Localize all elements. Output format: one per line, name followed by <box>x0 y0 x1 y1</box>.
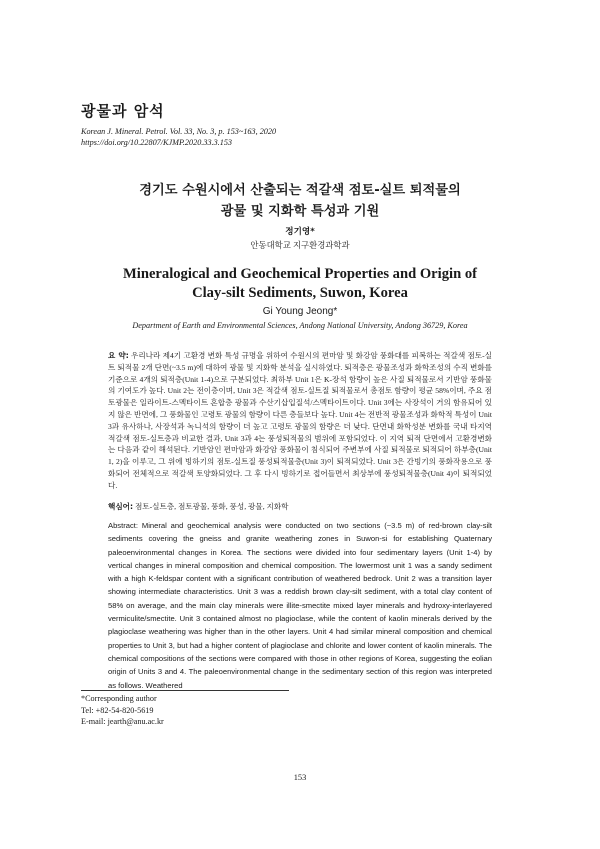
page-number: 153 <box>293 773 307 782</box>
english-abstract-text: Mineral and geochemical analysis were conducted on two sections (~3.5 m) of red-brown clay-silt sediments covering the gneiss and granite weathering zones in Suwon-si for establishing Quaternary paleoenvironmental changes in Korea. The sections were divided into four sedimentary layers (Unit 1-4) by vertical changes in mineral composition and chemical composition. The lowermost unit 1 was a sandy sediment with a high K-feldspar content with a significant contribution of weathered bedrock. Unit 2 was a transition layer showing intermediate characteristics. Unit 3 was a reddish brown clay-silt sediment, with a total clay content of 58% on average, and the main clay minerals were illite-smectite mixed layer minerals and hydroxy-interlayered vermiculite/smectite. Unit 3 contained almost no plagioclase, while the content of kaolin minerals derived by the plagioclase weathering was higher than in the other layers. Unit 4 had similar mineral composition and chemical properties to Unit 3, but had a higher content of plagioclase and chlorite and lower content of kaolin minerals. The chemical compositions of the sections were compared with those in other regions of Korea, suggesting the eolian origin of Units 3 and 4. The paleoenvironmental change in the sedimentary section of this region was interpreted as follows. Weathered <box>108 521 492 690</box>
english-abstract-label: Abstract: <box>108 521 138 530</box>
footnote-divider <box>81 690 289 691</box>
korean-title-line-2: 광물 및 지화학 특성과 기원 <box>220 204 380 219</box>
korean-title <box>60 180 540 222</box>
telephone: Tel: +82-54-820-5619 <box>81 705 154 715</box>
korean-keywords <box>108 501 492 512</box>
journal-name: 광물과 암석 <box>81 102 165 120</box>
english-affiliation: Department of Earth and Environmental Sciences, Andong National University, Andong 36729, Korea <box>132 321 468 330</box>
email-address[interactable]: E-mail: jearth@anu.ac.kr <box>81 717 164 727</box>
english-title-line-2: Clay-silt Sediments, Suwon, Korea <box>192 285 408 301</box>
korean-keywords-label: 핵심어: <box>108 502 134 511</box>
korean-title-line-1: 경기도 수원시에서 산출되는 적갈색 점토-실트 퇴적물의 <box>139 183 461 198</box>
korean-abstract <box>108 350 492 492</box>
korean-affiliation: 안동대학교 지구환경과학과 <box>250 241 350 250</box>
korean-keywords-text: 점토-실트층, 점토광물, 풍화, 풍성, 광물, 지화학 <box>134 502 289 511</box>
english-author: Gi Young Jeong* <box>262 306 338 317</box>
footnote <box>81 693 164 728</box>
korean-abstract-label: 요 약: <box>108 351 129 360</box>
journal-citation: Korean J. Mineral. Petrol. Vol. 33, No. 3, p. 153~163, 2020 <box>81 127 277 136</box>
korean-author: 정기영* <box>285 227 315 237</box>
corresponding-author-note: *Corresponding author <box>81 694 157 703</box>
english-title-line-1: Mineralogical and Geochemical Properties and Origin of <box>123 266 477 282</box>
korean-abstract-text: 우리나라 제4기 고환경 변화 특성 규명을 위하여 수원시의 편마암 및 화강암 풍화대를 피복하는 적갈색 점토-실트 퇴적물 2개 단면(~3.5 m)에 대하여 광물 및 지화학 분석을 실시하였다. 퇴적층은 광물조성과 화학조성의 수직 변화를 기준으로 4개의 퇴적층(Unit 1-4)으로 구분되었다. 최하부 Unit 1은 K-장석 함량이 높은 사질 퇴적물로서 기반암 풍화물의 기여도가 높다. Unit 2는 전이층이며, Unit 3은 적갈색 점토-실트질 퇴적물로서 총점토 함량이 평균 58%이며, 주요 점토광물은 일라이트-스멕타이트 혼합층 광물과 수산기삽입질석/스멕타이트이다. Unit 3에는 사장석이 거의 함유되어 있지 않은 반면에, 그 풍화물인 고령토 광물의 함량이 다른 층들보다 높다. Unit 4는 전반적 광물조성과 화학적 특성이 Unit 3과 유사하나, 사장석과 녹니석의 함량이 더 높고 고령토 광물의 함량은 더 낮다. 단면내 화학성분 변화를 국내 타지역 적갈색 점토-실트층과 비교한 결과, Unit 3과 4는 풍성퇴적물의 범위에 포함되었다. 이 지역 퇴적 단면에서 고환경변화는 다음과 같이 해석된다. 기반암인 편마암과 화강암 풍화물이 침식되어 주변부에 사질 퇴적물로 퇴적되어 하부층(Unit 1, 2)을 이루고, 그 위에 빙하기의 점토-실트질 풍성퇴적물층(Unit 3)이 퇴적되었다. Unit 3은 간빙기의 풍화작용으로 풍화되어 전체적으로 적갈색 토양화되었다. 그 후 다시 빙하기로 접어들면서 최상부에 풍성퇴적물층(Unit 4)이 퇴적되었다. <box>108 351 492 490</box>
english-abstract <box>108 519 492 692</box>
english-title <box>60 265 540 303</box>
journal-citation-block <box>81 126 276 148</box>
doi-link[interactable]: https://doi.org/10.22807/KJMP.2020.33.3.153 <box>81 138 233 147</box>
